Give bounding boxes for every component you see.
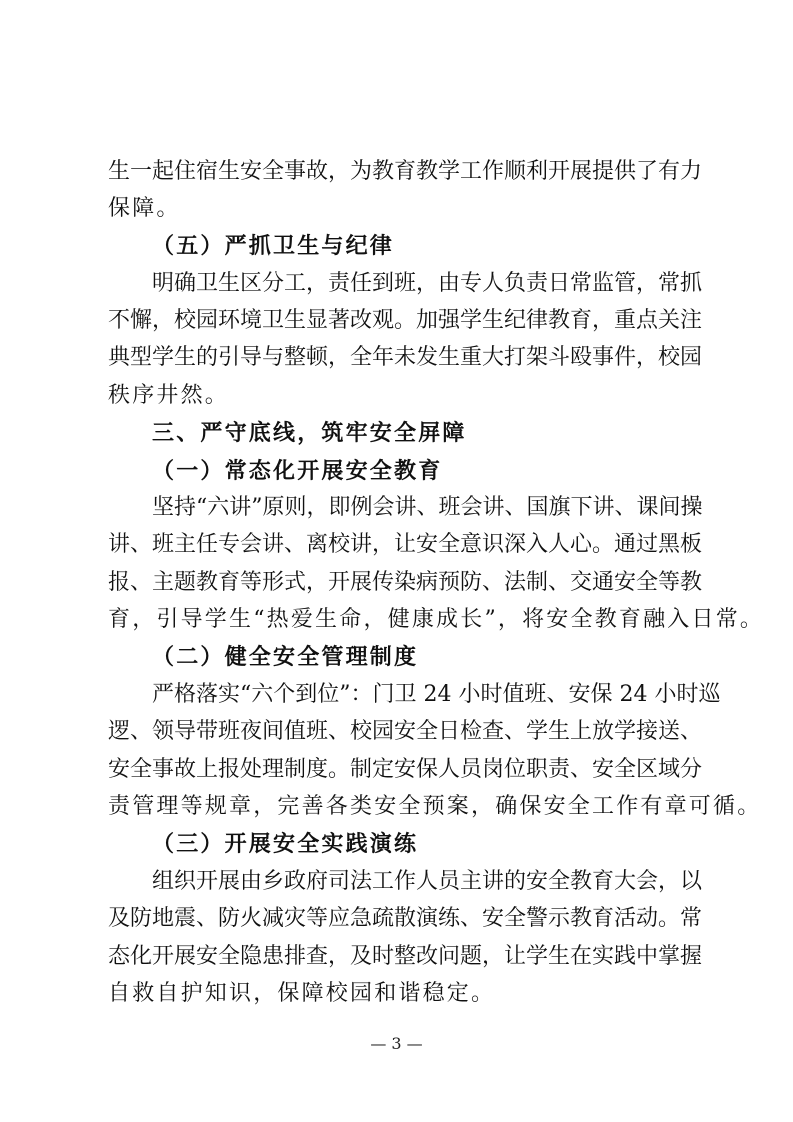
body-text-line: 严格落实“六个到位”：门卫 24 小时值班、安保 24 小时巡 — [152, 682, 721, 707]
section-heading-1: （一）常态化开展安全教育 — [152, 458, 443, 484]
body-text-line: 育，引导学生“热爱生命，健康成长”，将安全教育融入日常。 — [108, 607, 765, 632]
body-text-line: 自救自护知识，保障校园和谐稳定。 — [108, 981, 496, 1006]
body-text-line: 态化开展安全隐患排查，及时整改问题，让学生在实践中掌握 — [108, 944, 703, 969]
body-text-line: 坚持“六讲”原则，即例会讲、班会讲、国旗下讲、课间操 — [152, 495, 703, 520]
body-text-line: 生一起住宿生安全事故，为教育教学工作顺利开展提供了有力 — [108, 159, 703, 184]
body-text-line: 逻、领导带班夜间值班、校园安全日检查、学生上放学接送、 — [108, 719, 703, 744]
body-text-line: 保障。 — [108, 196, 181, 221]
section-heading-3: （三）开展安全实践演练 — [152, 831, 419, 857]
body-text-line: 责管理等规章，完善各类安全预案，确保安全工作有章可循。 — [108, 794, 762, 819]
body-text-line: 及防地震、防火减灾等应急疏散演练、安全警示教育活动。常 — [108, 906, 703, 931]
body-text-line: 报、主题教育等形式，开展传染病预防、法制、交通安全等教 — [108, 570, 703, 595]
body-text-line: 明确卫生区分工，责任到班，由专人负责日常监管，常抓 — [152, 271, 703, 296]
body-text-line: 安全事故上报处理制度。制定安保人员岗位职责、安全区域分 — [108, 757, 703, 782]
chapter-heading-3: 三、严守底线，筑牢安全屏障 — [152, 420, 467, 446]
body-text-line: 组织开展由乡政府司法工作人员主讲的安全教育大会，以 — [152, 869, 703, 894]
body-text-line: 不懈，校园环境卫生显著改观。加强学生纪律教育，重点关注 — [108, 308, 703, 333]
body-text-line: 典型学生的引导与整顿，全年未发生重大打架斗殴事件，校园 — [108, 345, 703, 370]
body-text-line: 讲、班主任专会讲、离校讲，让安全意识深入人心。通过黑板 — [108, 532, 703, 557]
page-number: — 3 — — [370, 1034, 423, 1053]
section-heading-2: （二）健全安全管理制度 — [152, 644, 419, 670]
body-text-line: 秩序井然。 — [108, 383, 230, 408]
section-heading-5: （五）严抓卫生与纪律 — [152, 233, 395, 259]
